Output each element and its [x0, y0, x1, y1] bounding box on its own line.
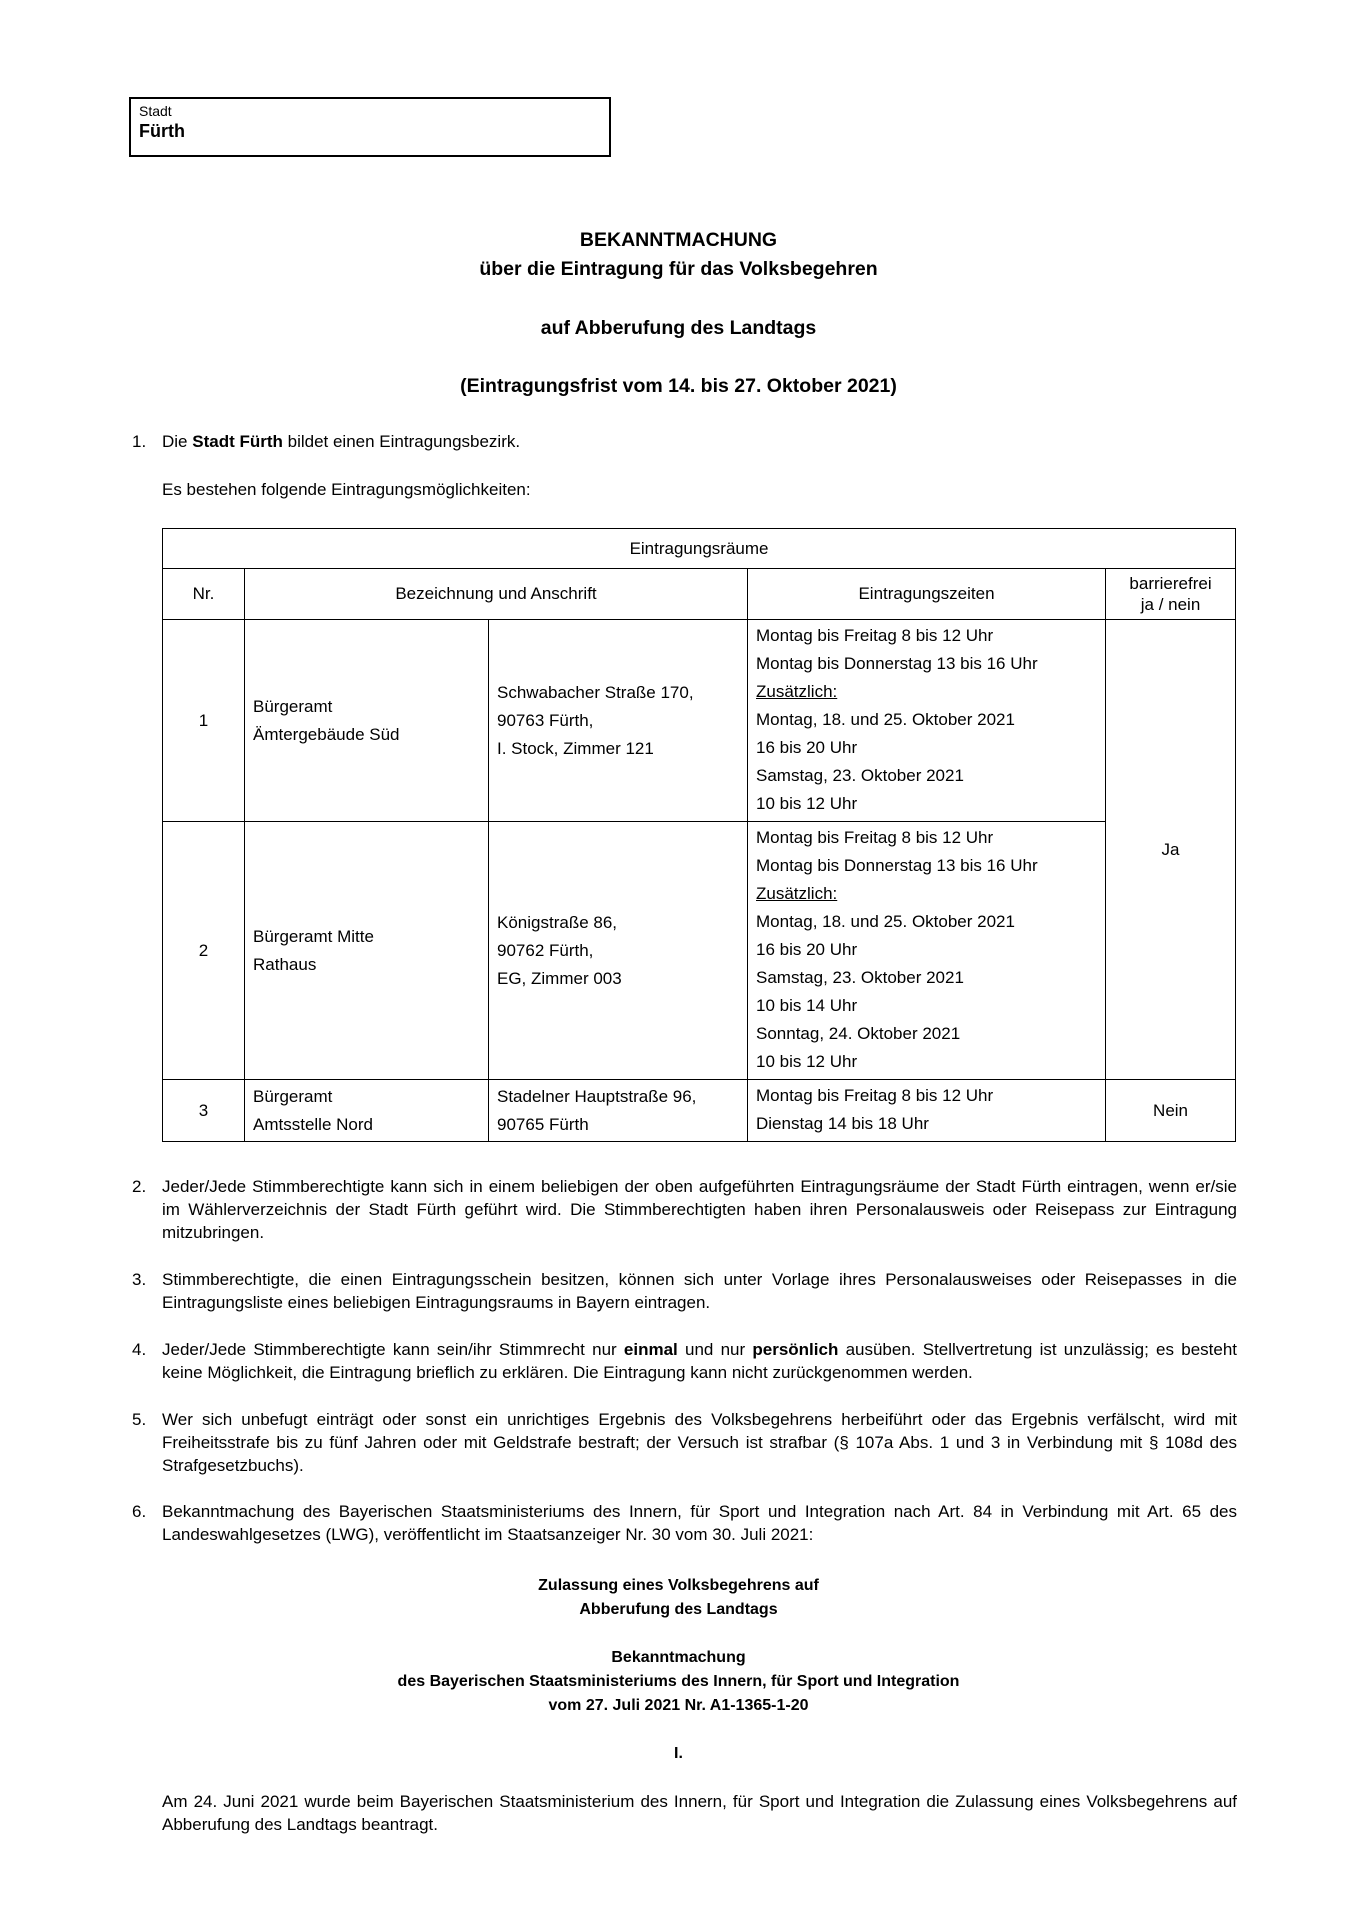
section-4-bold-a: einmal [623, 1340, 678, 1359]
sub-notice-line3: vom 27. Juli 2021 Nr. A1-1365-1-20 [548, 1697, 809, 1714]
section-number: 4. [132, 1340, 147, 1359]
row-nr: 2 [163, 822, 245, 1080]
section-5 [132, 1408, 1237, 1477]
time-line: Montag bis Donnerstag 13 bis 16 Uhr [756, 654, 1038, 673]
row-address [489, 822, 748, 1080]
section-6-text: Bekanntmachung des Bayerischen Staatsministeriums des Innern, für Sport und Integration nach Art. 84 in Verbindung mit Art. 65 des Landeswahlgesetzes (LWG), veröffentlicht im Staatsanzeiger Nr. 30 vom 30. Juli 2021: [162, 1502, 1237, 1544]
time-line: Sonntag, 24. Oktober 2021 [756, 1024, 961, 1043]
section-1-subtext-text: Es bestehen folgende Eintragungsmöglichkeiten: [162, 480, 531, 499]
row-address-line: Königstraße 86, [497, 912, 618, 932]
time-line: Samstag, 23. Oktober 2021 [756, 766, 964, 785]
row-address-line: Schwabacher Straße 170, [497, 682, 694, 702]
section-4-text-b: und nur [677, 1340, 753, 1359]
section-3 [132, 1268, 1237, 1314]
sub-notice-line1: Bekanntmachung [611, 1649, 746, 1666]
col-header-zeiten: Eintragungszeiten [748, 569, 1106, 620]
section-1-bold: Stadt Fürth [192, 432, 283, 451]
section-6 [132, 1500, 1237, 1546]
section-2-text: Jeder/Jede Stimmberechtigte kann sich in einem beliebigen der oben aufgeführten Eintragungsräume der Stadt Fürth eintragen, wenn er/sie im Wählerverzeichnis der Stadt Fürth geführt wird. Die Stimmberechtigten haben ihren Personalausweis oder Reisepass zur Eintragung mitzubringen. [162, 1177, 1237, 1242]
section-number: 5. [132, 1410, 147, 1429]
time-line: Dienstag 14 bis 18 Uhr [756, 1114, 929, 1133]
document-title-line4: (Eintragungsfrist vom 14. bis 27. Oktober 2021) [460, 375, 897, 397]
time-line: Montag, 18. und 25. Oktober 2021 [756, 710, 1015, 729]
sub-notice-line2: des Bayerischen Staatsministeriums des Innern, für Sport und Integration [397, 1673, 960, 1690]
section-number: 2. [132, 1177, 147, 1196]
row-nr: 1 [163, 620, 245, 822]
row-name [245, 1080, 489, 1142]
col-header-bezeichnung: Bezeichnung und Anschrift [245, 569, 748, 620]
time-line: 10 bis 12 Uhr [756, 1052, 858, 1071]
row-nr: 3 [163, 1080, 245, 1142]
row-address-line: I. Stock, Zimmer 121 [497, 738, 654, 758]
final-paragraph [162, 1790, 1237, 1836]
section-5-text: Wer sich unbefugt einträgt oder sonst ein unrichtiges Ergebnis des Volksbegehrens herbeiführt oder das Ergebnis verfälscht, wird mit Freiheitsstrafe bis zu fünf Jahren oder mit Geldstrafe bestraft; der Versuch ist strafbar (§ 107a Abs. 1 und 3 in Verbindung mit § 108d des Strafgesetzbuchs). [162, 1410, 1237, 1475]
col-header-barrierefrei-line2: ja / nein [1140, 595, 1201, 614]
row-address [489, 1080, 748, 1142]
table-row [163, 620, 1236, 822]
row-name-line: Bürgeramt Mitte [253, 926, 374, 946]
time-line: Samstag, 23. Oktober 2021 [756, 968, 964, 987]
col-header-nr: Nr. [163, 569, 245, 620]
row-address-line: 90762 Fürth, [497, 940, 594, 960]
roman-numeral-heading: I. [674, 1745, 683, 1762]
document-title-line3: auf Abberufung des Landtags [540, 317, 817, 339]
document-title-line2: über die Eintragung für das Volksbegehren [479, 258, 878, 280]
table-row [163, 822, 1236, 1080]
section-4-text-c: ausüben. Stellvertretung ist unzulässig; es besteht keine Möglichkeit, die Eintragung brieflich zu erklären. Die Eintragung kann nicht zurückgenommen werden. [162, 1340, 1238, 1382]
section-2 [132, 1175, 1237, 1244]
time-line: 16 bis 20 Uhr [756, 738, 858, 757]
row-address-line: EG, Zimmer 003 [497, 968, 622, 988]
time-line: 10 bis 12 Uhr [756, 794, 858, 813]
row-address-line: 90765 Fürth [497, 1114, 589, 1134]
time-line: 10 bis 14 Uhr [756, 996, 858, 1015]
row-address-line: Stadelner Hauptstraße 96, [497, 1086, 697, 1106]
sub-title-line2: Abberufung des Landtags [579, 1601, 778, 1618]
section-number: 3. [132, 1270, 147, 1289]
header-box-label: Stadt [139, 103, 172, 119]
row-name-line: Bürgeramt [253, 696, 333, 716]
row-name-line: Bürgeramt [253, 1086, 333, 1106]
section-4 [132, 1338, 1237, 1384]
table-caption: Eintragungsräume [163, 529, 1236, 569]
row-address [489, 620, 748, 822]
section-3-text: Stimmberechtigte, die einen Eintragungsschein besitzen, können sich unter Vorlage ihres Personalausweises oder Reisepasses in die Eintragungsliste eines beliebigen Eintragungsraums in Bayern eintragen. [162, 1270, 1237, 1312]
section-number: 1. [132, 432, 147, 451]
zusaetzlich-label: Zusätzlich: [756, 682, 838, 701]
barrierefrei-value: Nein [1106, 1080, 1236, 1142]
row-name-line: Amtsstelle Nord [253, 1114, 373, 1134]
section-1-prefix: Die [162, 432, 193, 451]
zusaetzlich-label: Zusätzlich: [756, 884, 838, 903]
final-paragraph-text: Am 24. Juni 2021 wurde beim Bayerischen Staatsministerium des Innern, für Sport und Integration die Zulassung eines Volksbegehrens auf Abberufung des Landtags beantragt. [162, 1792, 1237, 1834]
section-1-suffix: bildet einen Eintragungsbezirk. [282, 432, 521, 451]
time-line: Montag, 18. und 25. Oktober 2021 [756, 912, 1015, 931]
header-box [129, 97, 611, 157]
sub-title-line1: Zulassung eines Volksbegehrens auf [538, 1577, 819, 1594]
col-header-barrierefrei [1106, 569, 1236, 620]
section-1-subtext [132, 478, 1237, 501]
time-line: Montag bis Donnerstag 13 bis 16 Uhr [756, 856, 1038, 875]
row-times [748, 1080, 1106, 1142]
time-line: Montag bis Freitag 8 bis 12 Uhr [756, 626, 994, 645]
section-4-bold-b: persönlich [752, 1340, 839, 1359]
document-title: BEKANNTMACHUNG [579, 229, 778, 251]
row-times [748, 620, 1106, 822]
time-line: Montag bis Freitag 8 bis 12 Uhr [756, 828, 994, 847]
row-times [748, 822, 1106, 1080]
time-line: 16 bis 20 Uhr [756, 940, 858, 959]
row-address-line: 90763 Fürth, [497, 710, 594, 730]
section-1 [132, 430, 1237, 453]
col-header-barrierefrei-line1: barrierefrei [1129, 574, 1212, 593]
row-name [245, 620, 489, 822]
eintragungsraeume-table [162, 528, 1236, 1142]
table-row [163, 1080, 1236, 1142]
header-box-value: Fürth [139, 121, 185, 141]
section-4-text-a: Jeder/Jede Stimmberechtigte kann sein/ihr Stimmrecht nur [162, 1340, 624, 1359]
row-name-line: Rathaus [253, 954, 317, 974]
table-header-row [163, 569, 1236, 620]
row-name-line: Ämtergebäude Süd [253, 724, 400, 744]
row-name [245, 822, 489, 1080]
barrierefrei-value: Ja [1106, 620, 1236, 1080]
time-line: Montag bis Freitag 8 bis 12 Uhr [756, 1086, 994, 1105]
section-number: 6. [132, 1502, 147, 1521]
